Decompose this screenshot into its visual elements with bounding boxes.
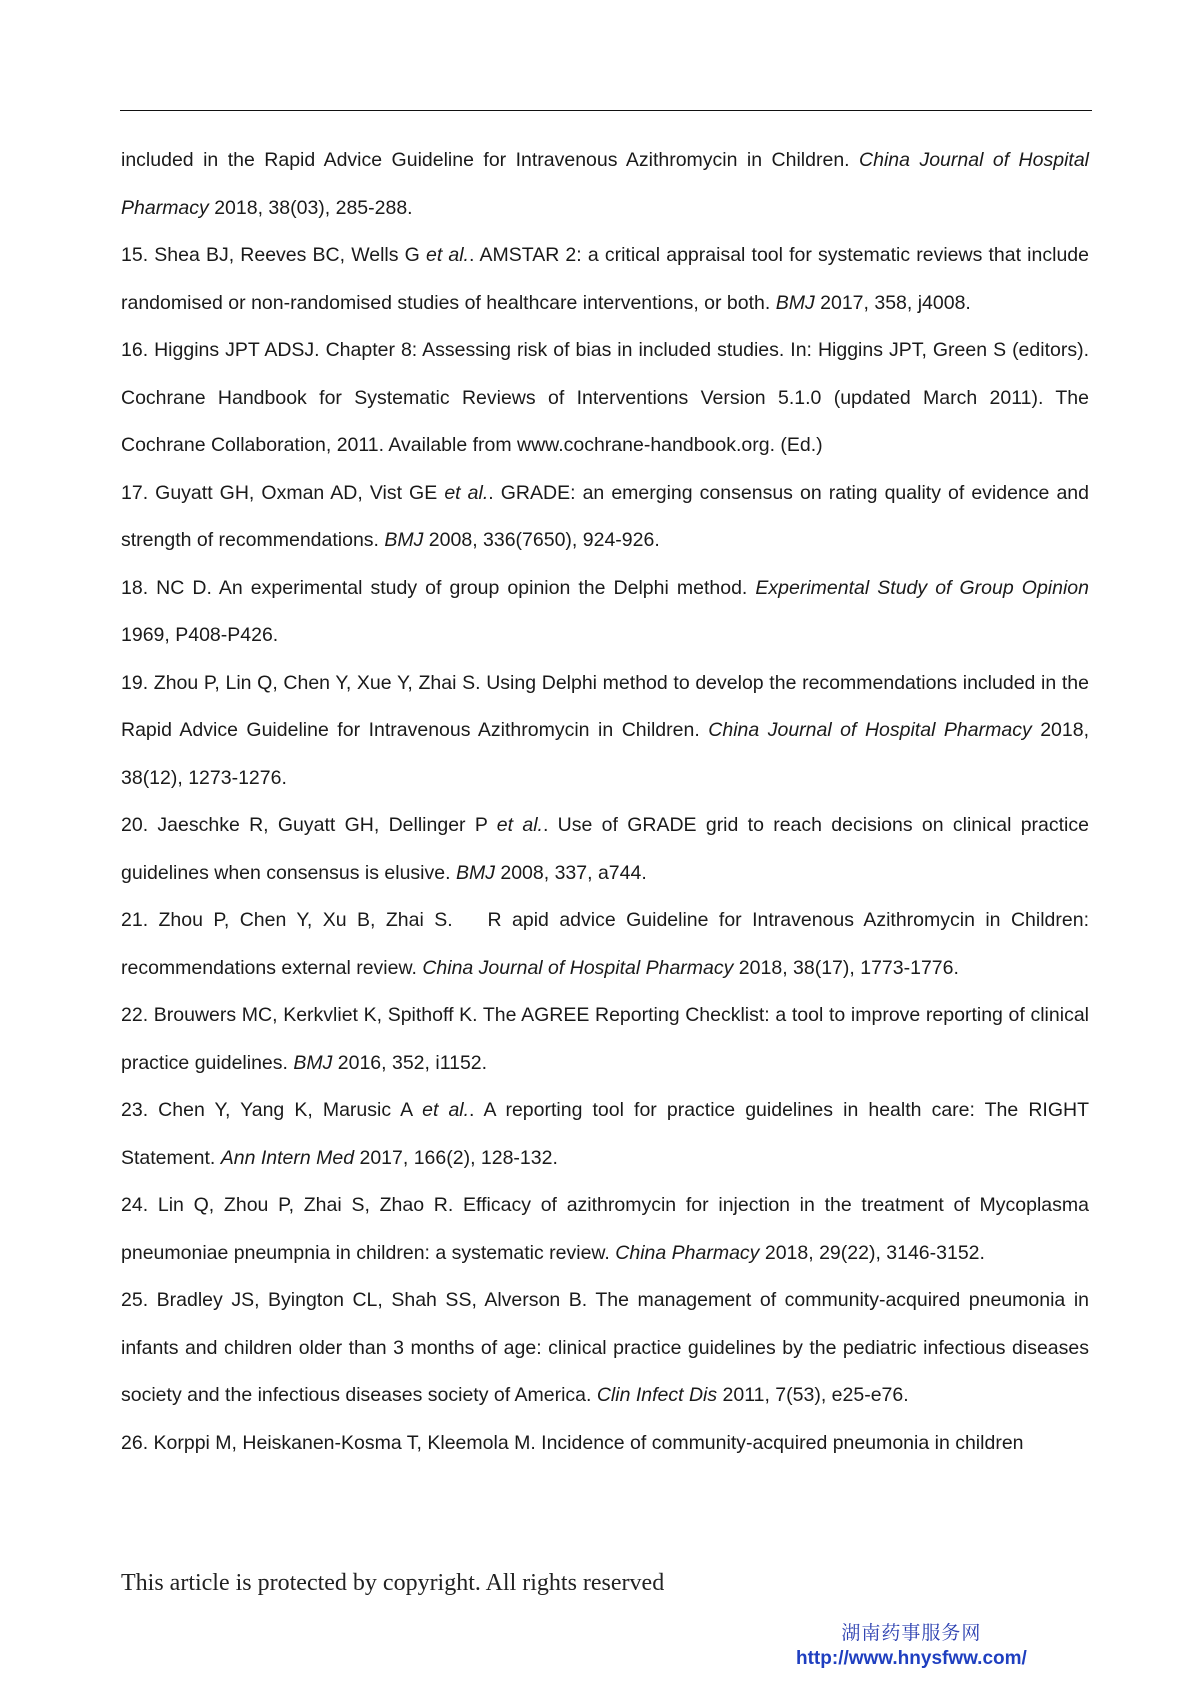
reference-text-run: . Use of GRADE grid to reach decisions on clinical practice guidelines when consensus is elusive. [121, 814, 1089, 884]
reference-italic-run: China Journal of Hospital Pharmacy [121, 149, 1090, 219]
reference-text-run: 17. Guyatt GH, Oxman AD, Vist GE [121, 481, 445, 504]
reference-text-run: 2018, 29(22), 3146-3152. [759, 1241, 985, 1264]
reference-italic-run: China Pharmacy [615, 1241, 760, 1264]
reference-text-run: 2011, 7(53), e25-e76. [717, 1384, 909, 1406]
reference-item [121, 1087, 1089, 1182]
reference-italic-run: China Journal of Hospital Pharmacy [422, 956, 734, 979]
site-watermark [796, 1620, 1027, 1672]
reference-italic-run: BMJ [384, 529, 424, 551]
reference-text-run: . AMSTAR 2: a critical appraisal tool for systematic reviews that include randomised or non-randomised studies of healthcare interventions, or both. [121, 244, 1089, 314]
reference-text-run: 2018, 38(17), 1773-1776. [733, 956, 959, 979]
reference-text-run: 2017, 358, j4008. [814, 291, 971, 314]
reference-italic-run: Clin Infect Dis [596, 1384, 718, 1406]
reference-text-run: 26. Korppi M, Heiskanen-Kosma T, Kleemola M. Incidence of community-acquired pneumonia in children [121, 1431, 1024, 1454]
watermark-site-name: 湖南药事服务网 [841, 1622, 982, 1644]
copyright-footer: This article is protected by copyright. All rights reserved [121, 1570, 665, 1596]
reference-continuation [121, 137, 1089, 232]
reference-item [121, 232, 1089, 327]
reference-text-run: 2018, 38(03), 285-288. [208, 196, 413, 219]
reference-item [121, 1277, 1089, 1420]
reference-item [121, 992, 1089, 1087]
watermark-url[interactable]: http://www.hnysfww.com/ [796, 1648, 1027, 1669]
reference-text-run: 23. Chen Y, Yang K, Marusic A [121, 1099, 423, 1121]
reference-text-run: 2017, 166(2), 128-132. [354, 1146, 558, 1169]
reference-text-run: 21. Zhou P, Chen Y, Xu B, Zhai S. R apid advice Guideline for Intravenous Azithromycin in Children: recommendations external review. [121, 909, 1089, 979]
reference-item [121, 1420, 1089, 1468]
reference-text-run: 22. Brouwers MC, Kerkvliet K, Spithoff K. The AGREE Reporting Checklist: a tool to improve reporting of clinical practice guidelines. [121, 1004, 1089, 1074]
reference-item [121, 660, 1089, 803]
reference-item [121, 565, 1089, 660]
reference-italic-run: et al. [422, 1099, 470, 1121]
reference-italic-run: BMJ [775, 291, 815, 314]
reference-text-run: 24. Lin Q, Zhou P, Zhai S, Zhao R. Efficacy of azithromycin for injection in the treatment of Mycoplasma pneumoniae pneumpnia in children: a systematic review. [121, 1194, 1089, 1264]
reference-italic-run: Ann Intern Med [220, 1146, 355, 1169]
reference-italic-run: China Journal of Hospital Pharmacy [708, 719, 1032, 741]
reference-text-run: 25. Bradley JS, Byington CL, Shah SS, Alverson B. The management of community-acquired pneumonia in infants and children older than 3 months of age: clinical practice guidelines by the pediatric infectious diseases society and the infectious diseases society of America. [121, 1289, 1089, 1406]
reference-item [121, 802, 1089, 897]
reference-list [121, 137, 1089, 1467]
reference-item [121, 1182, 1089, 1277]
reference-italic-run: et al. [425, 244, 469, 266]
reference-text-run: 2016, 352, i1152. [332, 1051, 488, 1074]
reference-text-run: 20. Jaeschke R, Guyatt GH, Dellinger P [121, 814, 497, 836]
reference-text-run: 15. Shea BJ, Reeves BC, Wells G [121, 244, 426, 266]
reference-text-run: . GRADE: an emerging consensus on rating quality of evidence and strength of recommendations. [121, 481, 1090, 551]
header-rule [120, 110, 1092, 111]
reference-text-run: 2018, 38(12), 1273-1276. [121, 719, 1090, 789]
reference-italic-run: BMJ [293, 1051, 333, 1074]
reference-item [121, 897, 1089, 992]
reference-italic-run: et al. [444, 481, 489, 504]
reference-text-run: 18. NC D. An experimental study of group opinion the Delphi method. [121, 576, 756, 599]
reference-text-run: 2008, 336(7650), 924-926. [423, 529, 660, 551]
reference-text-run: 1969, P408-P426. [121, 624, 279, 646]
reference-text-run: 19. Zhou P, Lin Q, Chen Y, Xue Y, Zhai S. Using Delphi method to develop the recommendations included in the Rapid Advice Guideline for Intravenous Azithromycin in Children. [121, 671, 1089, 741]
reference-italic-run: et al. [496, 814, 543, 836]
reference-item [121, 470, 1089, 565]
reference-text-run: . A reporting tool for practice guidelines in health care: The RIGHT Statement. [121, 1099, 1089, 1169]
reference-italic-run: Experimental Study of Group Opinion [755, 576, 1089, 599]
reference-item [121, 327, 1089, 470]
reference-text-run: 16. Higgins JPT ADSJ. Chapter 8: Assessing risk of bias in included studies. In: Higgins JPT, Green S (editors). Cochrane Handbook for Systematic Reviews of Interventions Version 5.1.0 (updated March 2011). The Cochrane Collaboration, 2011. Available from www.cochrane-handbook.org. (Ed.) [121, 339, 1089, 456]
reference-text-run: 2008, 337, a744. [494, 861, 647, 884]
reference-italic-run: BMJ [455, 861, 495, 884]
reference-text-run: included in the Rapid Advice Guideline for Intravenous Azithromycin in Children. [121, 149, 860, 171]
